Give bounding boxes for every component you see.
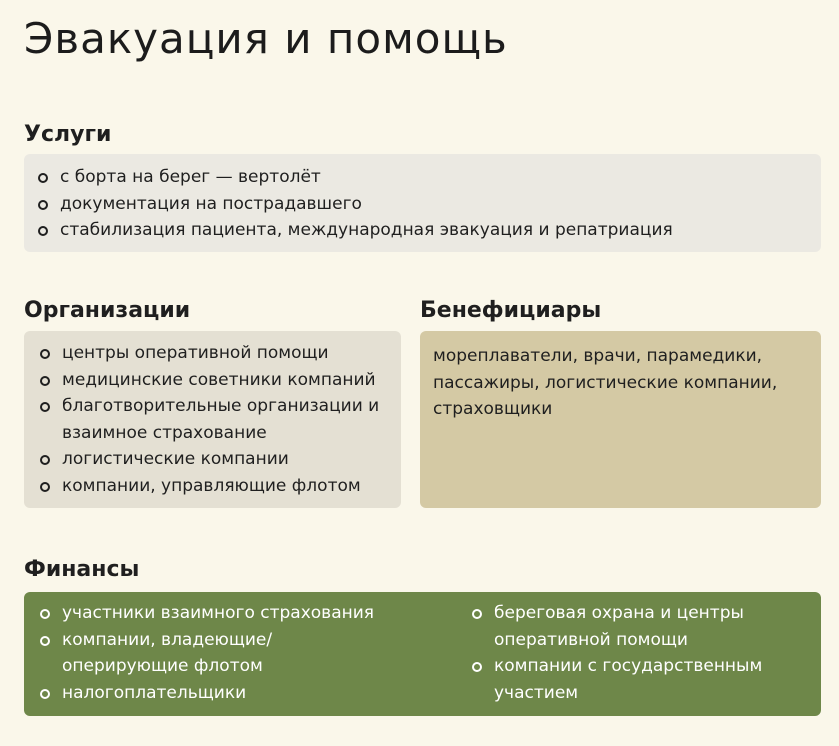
list-item-label: компании с государственным участием [494,656,763,703]
finance-list-left [40,600,460,706]
list-item-label: с борта на берег — вертолёт [60,167,321,187]
list-item-label: центры оперативной помощи [62,343,329,363]
bullet-icon [40,349,50,359]
services-list [38,164,821,244]
bullet-icon [40,482,50,492]
list-item [40,600,460,627]
finance-heading: Финансы [24,557,140,582]
bullet-icon [40,689,50,699]
bullet-icon [38,226,48,236]
list-item-label: логистические компании [62,449,289,469]
list-item-label: компании, управляющие флотом [62,475,361,496]
list-item-label: стабилизация пациента, международная эвакуация и репатриация [60,220,673,240]
finance-list-right [472,600,812,706]
list-item [40,680,460,707]
organizations-card [24,331,401,508]
bullet-icon [40,376,50,386]
list-item-label: компании, владеющие/ оперирующие флотом [62,629,273,676]
bullet-icon [472,609,482,619]
page-title: Эвакуация и помощь [24,14,508,63]
list-item [472,653,812,706]
bullet-icon [40,636,50,646]
list-item [38,191,821,218]
beneficiaries-text: мореплаватели, врачи, парамедики, пассажиры, логистические компании, страховщики [433,346,778,419]
beneficiaries-card [420,331,821,508]
list-item [40,393,401,446]
services-heading: Услуги [24,122,112,147]
list-item-label: благотворительные организации и взаимное страхование [62,396,380,443]
bullet-icon [40,402,50,412]
bullet-icon [40,609,50,619]
list-item [40,340,401,367]
list-item [38,217,821,244]
list-item-label: документация на пострадавшего [60,193,362,214]
list-item [472,600,812,653]
list-item-label: медицинские советники компаний [62,369,376,390]
organizations-heading: Организации [24,298,191,323]
list-item [38,164,821,191]
bullet-icon [472,662,482,672]
list-item-label: береговая охрана и центры оперативной помощи [494,603,744,650]
list-item-label: налогоплательщики [62,682,247,703]
finance-card [24,592,821,716]
services-card [24,154,821,252]
list-item [40,446,401,473]
list-item [40,473,401,500]
list-item [40,367,401,394]
bullet-icon [38,200,48,210]
organizations-list [40,340,401,499]
list-item [40,627,460,680]
bullet-icon [40,455,50,465]
list-item-label: участники взаимного страхования [62,603,375,623]
bullet-icon [38,173,48,183]
beneficiaries-heading: Бенефициары [420,298,602,323]
